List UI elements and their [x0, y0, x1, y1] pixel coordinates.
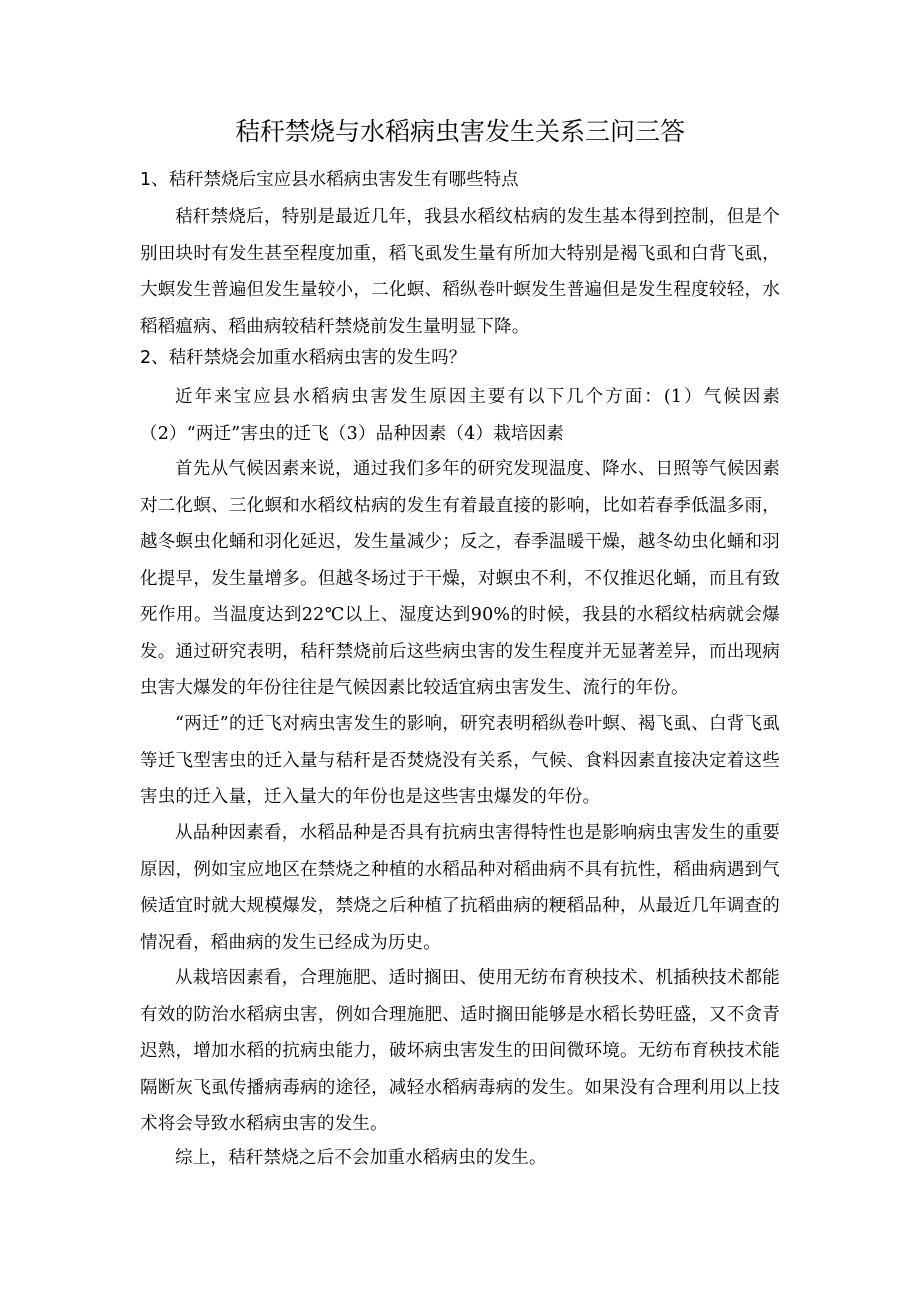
section-1-heading: 1、秸秆禁烧后宝应县水稻病虫害发生有哪些特点 [140, 170, 519, 190]
section-2-paragraph-3: “两迁”的迁飞对病虫害发生的影响，研究表明稻纵卷叶螟、褐飞虱、白背飞虱等迁飞型害虫的迁入量与秸秆是否焚烧没有关系，气候、食料因素直接决定着这些害虫的迁入量，迁入量大的年份也是这些害虫爆发的年份。 [140, 714, 780, 807]
section-2-paragraph-2: 首先从气候因素来说，通过我们多年的研究发现温度、降水、日照等气候因素对二化螟、三化螟和水稻纹枯病的发生有着最直接的影响，比如若春季低温多雨，越冬螟虫化蛹和羽化延迟，发生量减少；反之，春季温暖干燥，越冬幼虫化蛹和羽化提早，发生量增多。但越冬场过于干燥，对螟虫不利，不仅推迟化蛹，而且有致死作用。当温度达到22℃以上、湿度达到90%的时候，我县的水稻纹枯病就会爆发。通过研究表明，秸秆禁烧前后这些病虫害的发生程度并无显著差异，而出现病虫害大爆发的年份往往是气候因素比较适宜病虫害发生、流行的年份。 [140, 459, 780, 698]
section-2-paragraph-4: 从品种因素看，水稻品种是否具有抗病虫害得特性也是影响病虫害发生的重要原因，例如宝应地区在禁烧之种植的水稻品种对稻曲病不具有抗性，稻曲病遇到气候适宜时就大规模爆发，禁烧之后种植了抗稻曲病的粳稻品种，从最近几年调查的情况看，稻曲病的发生已经成为历史。 [140, 823, 780, 953]
section-2-paragraph-5: 从栽培因素看，合理施肥、适时搁田、使用无纺布育秧技术、机插秧技术都能有效的防治水稻病虫害，例如合理施肥、适时搁田能够是水稻长势旺盛，又不贪青迟熟，增加水稻的抗病虫能力，破坏病虫害发生的田间微环境。无纺布育秧技术能隔断灰飞虱传播病毒病的途径，减轻水稻病毒病的发生。如果没有合理利用以上技术将会导致水稻病虫害的发生。 [140, 968, 780, 1134]
section-2-conclusion: 综上，秸秆禁烧之后不会加重水稻病虫的发生。 [175, 1148, 547, 1168]
section-2-paragraph-1: 近年来宝应县水稻病虫害发生原因主要有以下几个方面：(1）气候因素（2）“两迁”害虫的迁飞（3）品种因素（4）栽培因素 [140, 387, 780, 444]
section-2-heading: 2、秸秆禁烧会加重水稻病虫害的发生吗？ [140, 348, 467, 368]
section-1-paragraph-1: 秸秆禁烧后，特别是最近几年，我县水稻纹枯病的发生基本得到控制，但是个别田块时有发生甚至程度加重，稻飞虱发生量有所加大特别是褐飞虱和白背飞虱，大螟发生普遍但发生量较小，二化螟、稻纵卷叶螟发生普遍但是发生程度较轻，水稻稻瘟病、稻曲病较秸秆禁烧前发生量明显下降。 [140, 207, 780, 337]
document-title: 秸秆禁烧与水稻病虫害发生关系三问三答 [234, 117, 685, 146]
